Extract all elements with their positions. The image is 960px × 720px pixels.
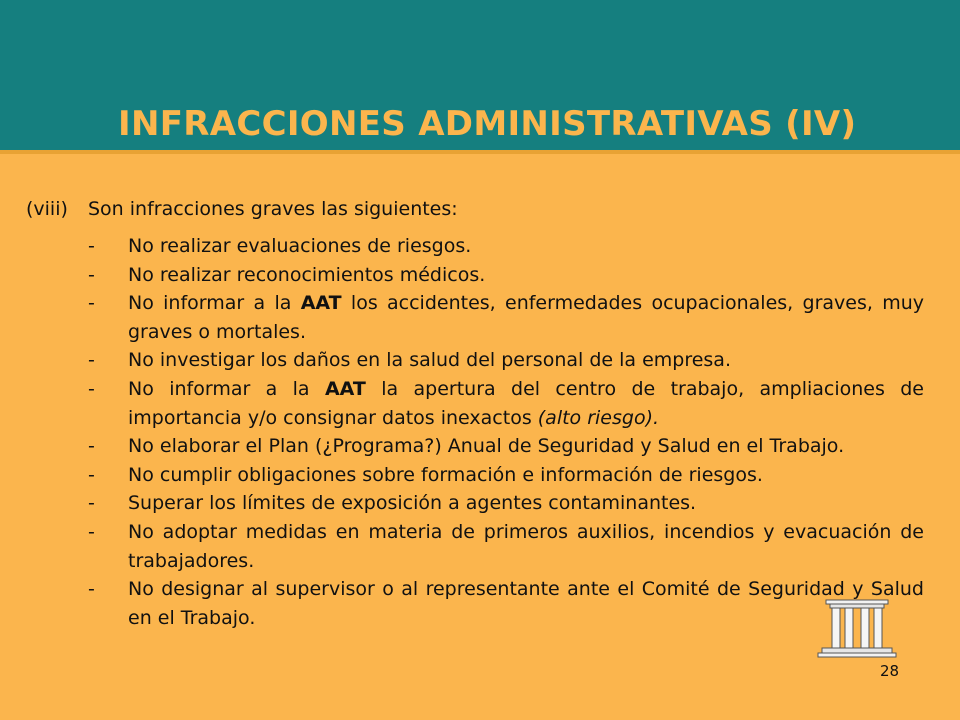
text-run: No realizar reconocimientos médicos.	[128, 263, 486, 286]
intro-text: Son infracciones graves las siguientes:	[88, 198, 458, 220]
italic-note: (alto riesgo).	[537, 406, 660, 429]
text-run: No informar a la	[128, 377, 325, 400]
list-item-text	[128, 289, 924, 346]
text-run: No realizar evaluaciones de riesgos.	[128, 235, 472, 257]
list-bullet: -	[88, 292, 95, 315]
list-item	[86, 575, 924, 632]
text-run: No cumplir obligaciones sobre formación e información de riesgos.	[128, 463, 763, 486]
list-item-text	[128, 232, 924, 261]
list-item-text	[128, 489, 924, 518]
bold-term: AAT	[300, 292, 342, 315]
list-bullet: -	[88, 435, 95, 458]
list-bullet: -	[88, 463, 95, 486]
list-item-text	[128, 432, 924, 461]
text-run: No investigar los daños en la salud del personal de la empresa.	[128, 349, 731, 372]
columns-building-icon	[812, 598, 902, 658]
list-item	[86, 489, 924, 518]
list-item	[86, 261, 924, 290]
list-item-text	[128, 461, 924, 490]
title-divider	[0, 150, 960, 154]
list-item	[86, 461, 924, 490]
text-run: los accidentes, enfermedades ocupacionales, graves, muy graves o mortales.	[128, 292, 924, 343]
text-run: No adoptar medidas en materia de primeros auxilios, incendios y evacuación de trabajadores.	[128, 520, 924, 572]
list-item-text	[128, 261, 924, 290]
list-item-text	[128, 575, 924, 632]
list-bullet: -	[88, 578, 95, 601]
slide-title: INFRACCIONES ADMINISTRATIVAS (IV)	[118, 104, 857, 144]
intro-number: (viii)	[26, 198, 68, 220]
infractions-list	[86, 232, 924, 632]
list-item	[86, 432, 924, 461]
list-bullet: -	[88, 349, 95, 372]
text-run: No informar a la	[128, 292, 301, 315]
text-run: No elaborar el Plan (¿Programa?) Anual de Seguridad y Salud en el Trabajo.	[128, 435, 845, 458]
list-bullet: -	[88, 377, 95, 400]
text-run: No designar al supervisor o al representante ante el Comité de Seguridad y Salud en el Trabajo.	[128, 578, 924, 629]
list-item	[86, 518, 924, 575]
bold-term: AAT	[324, 377, 366, 400]
list-item	[86, 375, 924, 432]
text-run: la apertura del centro de trabajo, ampliaciones de importancia y/o consignar datos inexactos	[128, 377, 924, 429]
list-bullet: -	[88, 235, 95, 257]
page-number: 28	[880, 662, 900, 680]
list-item	[86, 289, 924, 346]
intro-line	[26, 196, 926, 222]
list-item	[86, 346, 924, 375]
text-run: Superar los límites de exposición a agentes contaminantes.	[128, 492, 697, 515]
list-bullet: -	[88, 492, 95, 515]
list-item-text	[128, 346, 924, 375]
list-bullet: -	[88, 520, 95, 543]
list-item-text	[128, 375, 924, 432]
list-item-text	[128, 518, 924, 575]
list-item	[86, 232, 924, 261]
list-bullet: -	[88, 263, 95, 286]
